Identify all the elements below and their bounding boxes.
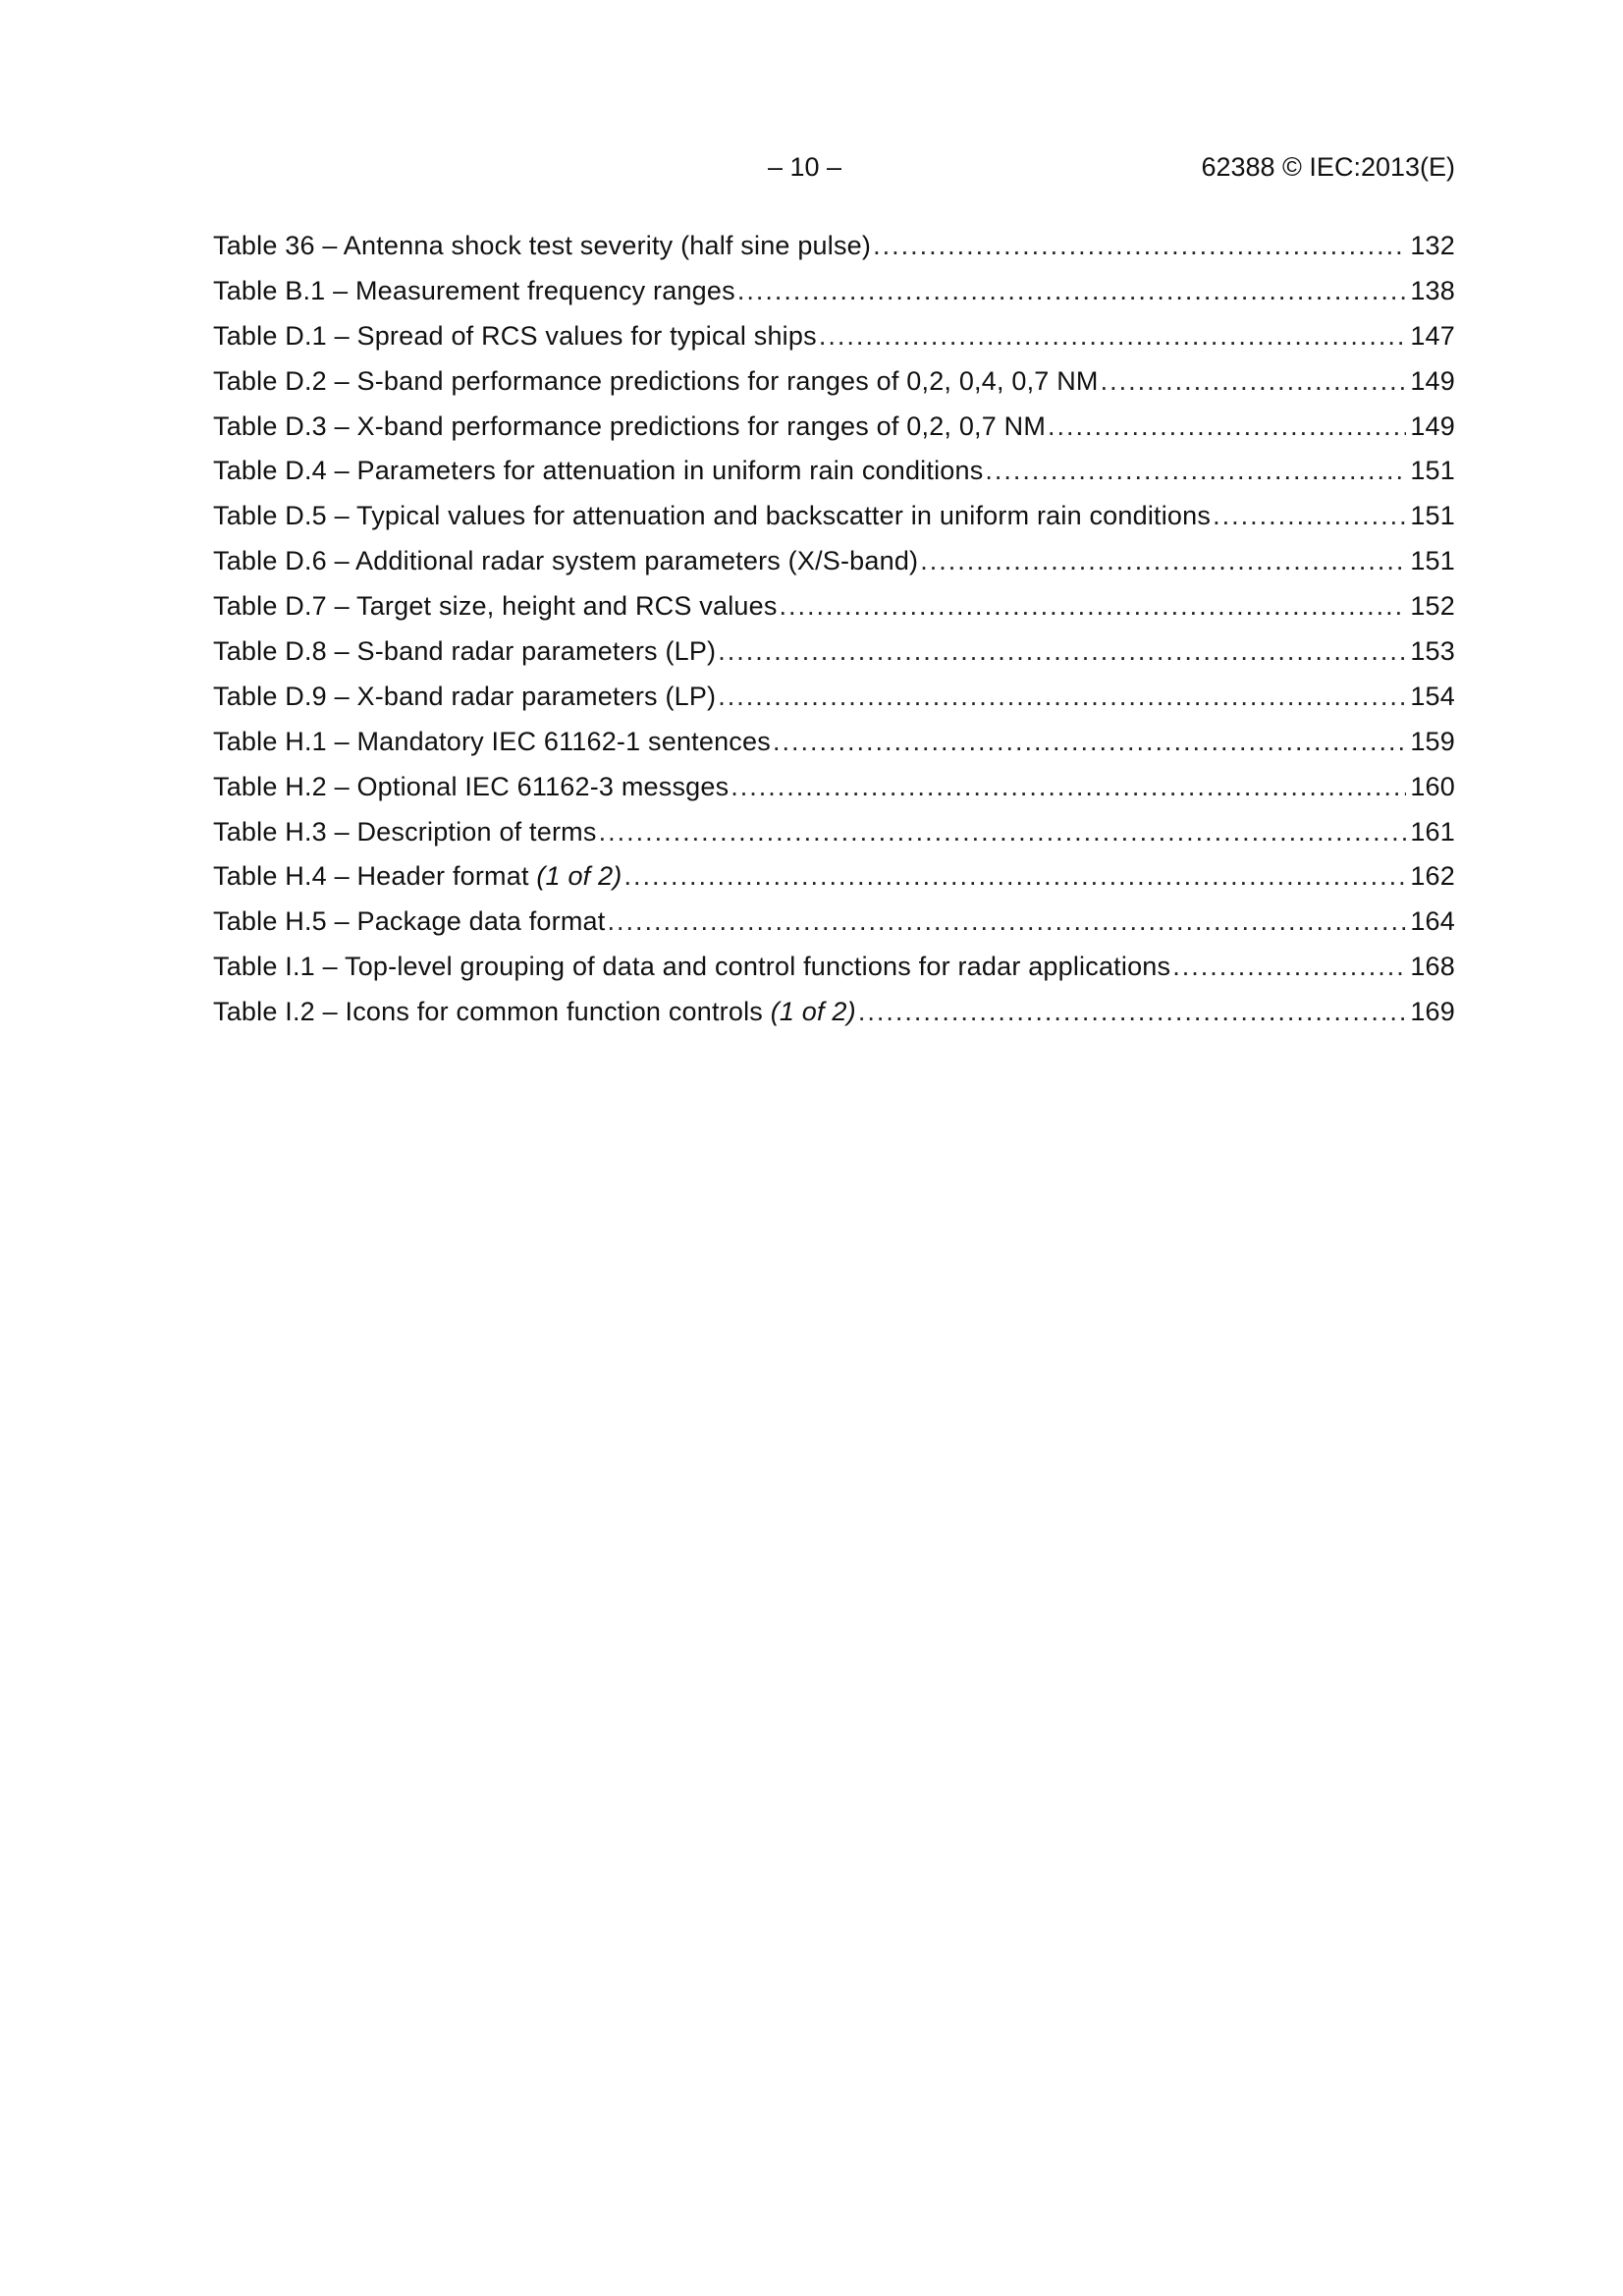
toc-entry-page: 149	[1410, 365, 1455, 396]
toc-entry-title: Table D.4 – Parameters for attenuation in uniform rain conditions	[213, 456, 984, 486]
list-of-tables	[213, 228, 1455, 1039]
toc-entry-title: Table H.3 – Description of terms	[213, 816, 597, 847]
dot-leader	[624, 858, 1407, 894]
toc-entry[interactable]	[213, 814, 1455, 859]
toc-entry[interactable]	[213, 409, 1455, 454]
toc-entry-page: 152	[1410, 591, 1455, 622]
toc-entry[interactable]	[213, 588, 1455, 633]
toc-entry-page: 154	[1410, 681, 1455, 711]
toc-entry-title: Table H.1 – Mandatory IEC 61162-1 sentences	[213, 726, 771, 756]
dot-leader	[730, 769, 1406, 804]
dot-leader	[920, 543, 1406, 578]
toc-entry[interactable]	[213, 543, 1455, 588]
toc-entry-title: Table H.5 – Package data format	[213, 906, 606, 937]
dot-leader	[599, 814, 1407, 849]
toc-entry-title-suffix: (1 of 2)	[536, 861, 622, 892]
toc-entry[interactable]	[213, 453, 1455, 498]
toc-entry[interactable]	[213, 903, 1455, 949]
dot-leader	[737, 273, 1407, 308]
toc-entry[interactable]	[213, 228, 1455, 273]
toc-entry[interactable]	[213, 858, 1455, 903]
toc-entry-page: 147	[1410, 320, 1455, 351]
toc-entry-title: Table H.4 – Header format	[213, 861, 537, 892]
toc-entry-title: Table D.2 – S-band performance predictions for ranges of 0,2, 0,4, 0,7 NM	[213, 365, 1099, 396]
toc-entry[interactable]	[213, 769, 1455, 814]
toc-entry-title: Table 36 – Antenna shock test severity (half sine pulse)	[213, 231, 872, 260]
toc-entry-page: 151	[1410, 456, 1455, 486]
dot-leader	[780, 588, 1407, 624]
toc-entry-title: Table I.1 – Top-level grouping of data and control functions for radar applications	[213, 952, 1171, 982]
toc-entry-title: Table B.1 – Measurement frequency ranges	[213, 275, 735, 305]
toc-entry-page: 164	[1410, 906, 1455, 937]
toc-entry-page: 149	[1410, 410, 1455, 441]
toc-entry-title: Table D.7 – Target size, height and RCS values	[213, 591, 778, 622]
page-header	[213, 149, 1455, 185]
toc-entry-page: 153	[1410, 636, 1455, 667]
toc-entry-title: Table D.8 – S-band radar parameters (LP)	[213, 636, 717, 667]
toc-entry-page: 159	[1410, 726, 1455, 756]
toc-entry-page: 168	[1410, 952, 1455, 982]
toc-entry-page: 151	[1410, 501, 1455, 531]
toc-entry[interactable]	[213, 363, 1455, 409]
dot-leader	[607, 903, 1406, 939]
dot-leader	[1101, 363, 1407, 399]
toc-entry-page: 151	[1410, 546, 1455, 576]
dot-leader	[819, 318, 1407, 354]
toc-entry-title-suffix: (1 of 2)	[770, 997, 856, 1027]
toc-entry-page: 162	[1410, 861, 1455, 892]
toc-entry-title: Table D.5 – Typical values for attenuation and backscatter in uniform rain conditions	[213, 501, 1212, 531]
toc-entry-title: Table D.1 – Spread of RCS values for typical ships	[213, 320, 817, 351]
toc-entry[interactable]	[213, 994, 1455, 1039]
toc-entry-page: 169	[1410, 997, 1455, 1027]
toc-entry-title: Table I.2 – Icons for common function controls	[213, 997, 771, 1027]
toc-entry-title: Table D.9 – X-band radar parameters (LP)	[213, 681, 717, 711]
toc-entry-page: 138	[1410, 275, 1455, 305]
toc-entry-title: Table D.3 – X-band performance predictions for ranges of 0,2, 0,7 NM	[213, 410, 1047, 441]
dot-leader	[718, 633, 1406, 669]
dot-leader	[1048, 409, 1406, 444]
document-reference: 62388 © IEC:2013(E)	[1201, 152, 1455, 182]
dot-leader	[858, 994, 1407, 1029]
toc-entry[interactable]	[213, 498, 1455, 543]
toc-entry-page: 160	[1410, 771, 1455, 801]
dot-leader	[873, 228, 1406, 263]
toc-entry[interactable]	[213, 318, 1455, 363]
toc-entry-page: 132	[1410, 231, 1455, 260]
toc-entry[interactable]	[213, 949, 1455, 994]
toc-entry[interactable]	[213, 679, 1455, 724]
toc-entry-title: Table D.6 – Additional radar system parameters (X/S-band)	[213, 546, 919, 576]
toc-entry[interactable]	[213, 724, 1455, 769]
dot-leader	[718, 679, 1406, 714]
dot-leader	[773, 724, 1406, 759]
toc-entry-page: 161	[1410, 816, 1455, 847]
toc-entry-title: Table H.2 – Optional IEC 61162-3 messges	[213, 771, 730, 801]
dot-leader	[1213, 498, 1406, 533]
page-number: – 10 –	[767, 152, 842, 182]
dot-leader	[1172, 949, 1406, 984]
dot-leader	[985, 453, 1406, 488]
toc-entry[interactable]	[213, 273, 1455, 318]
toc-entry[interactable]	[213, 633, 1455, 679]
